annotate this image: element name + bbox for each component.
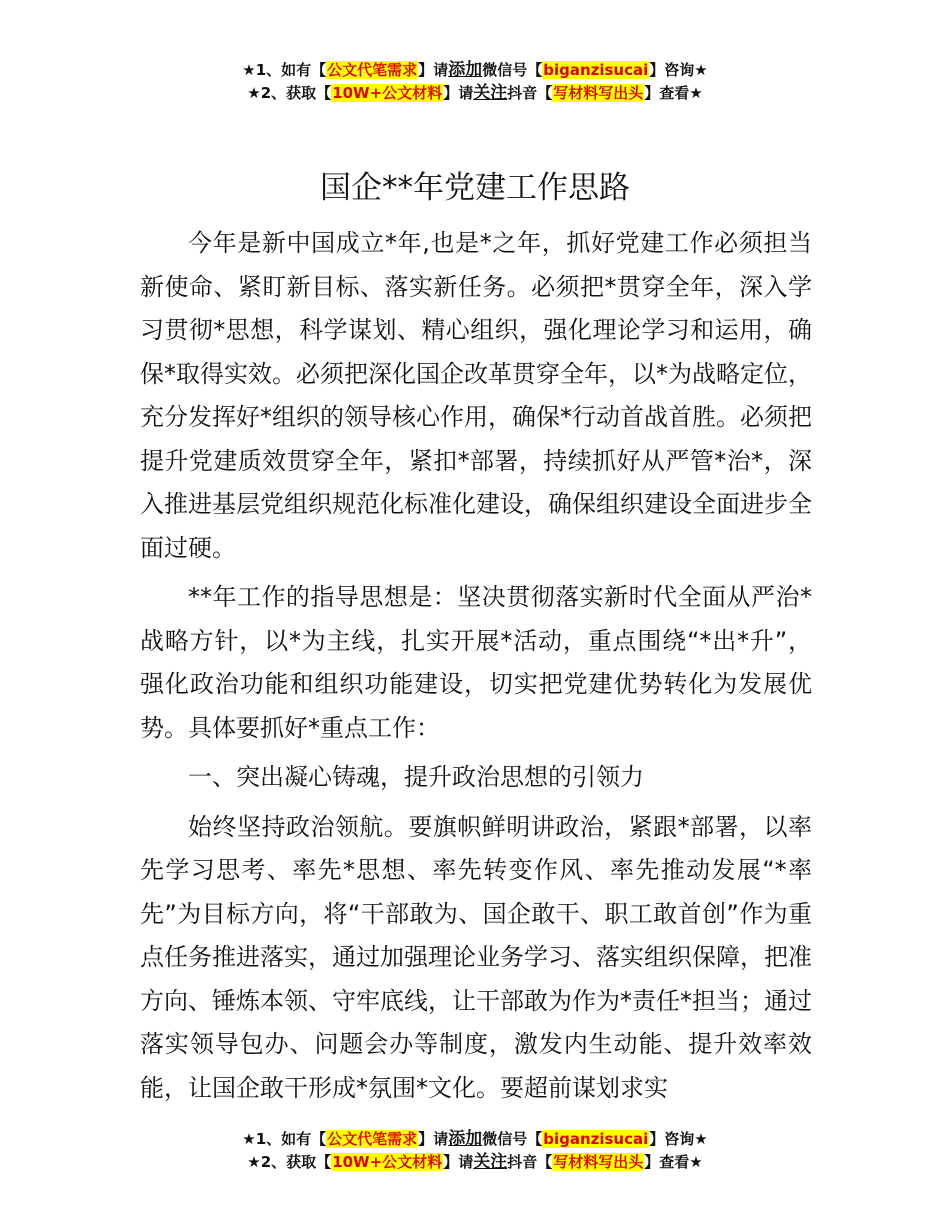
banner-highlight: 写材料写出头 bbox=[553, 1153, 644, 1171]
section-heading: 一、突出凝心铸魂，提升政治思想的引领力 bbox=[188, 763, 644, 791]
banner-text: 】请 bbox=[418, 61, 449, 79]
banner-line-2 bbox=[0, 82, 950, 105]
banner-line-1 bbox=[0, 59, 950, 82]
banner-emphasis: 添加 bbox=[448, 60, 483, 80]
banner-highlight: 公文代笔需求 bbox=[327, 1130, 418, 1148]
body-paragraph: 今年是新中国成立*年,也是*之年，抓好党建工作必须担当新使命、紧盯新目标、落实新任务。必须把*贯穿全年，深入学习贯彻*思想，科学谋划、精心组织，强化理论学习和运用，确保*取得实效。必须把深化国企改革贯穿全年，以*为战略定位，充分发挥好*组织的领导核心作用，确保*行动首战首胜。必须把提升党建质效贯穿全年，紧扣*部署，持续抓好从严管*治*，深入推进基层党组织规范化标准化建设，确保组织建设全面进步全面过硬。 bbox=[140, 229, 812, 562]
banner-highlight: 10W+公文材料 bbox=[332, 1153, 443, 1171]
banner-text: 】查看★ bbox=[644, 84, 703, 102]
banner-emphasis: 关注 bbox=[473, 83, 508, 103]
banner-line-2 bbox=[0, 1151, 950, 1174]
banner-text: ★1、如有【 bbox=[242, 61, 327, 79]
banner-text: 微信号【 bbox=[482, 1130, 543, 1148]
banner-emphasis: 添加 bbox=[448, 1129, 483, 1149]
banner-highlight: biganzisucai bbox=[543, 61, 649, 79]
banner-text: ★2、获取【 bbox=[247, 1153, 332, 1171]
banner-text: ★2、获取【 bbox=[247, 84, 332, 102]
banner-emphasis: 关注 bbox=[473, 1152, 508, 1172]
banner-text: 】查看★ bbox=[644, 1153, 703, 1171]
section-paragraph: 始终坚持政治领航。要旗帜鲜明讲政治，紧跟*部署，以率先学习思考、率先*思想、率先转变作风、率先推动发展“*率先”为目标方向，将“干部敢为、国企敢干、职工敢首创”作为重点任务推进落实，通过加强理论业务学习、落实组织保障，把准方向、锤炼本领、守牢底线，让干部敢为作为*责任*担当；通过落实领导包办、问题会办等制度，激发内生动能、提升效率效能，让国企敢干形成*氛围*文化。要超前谋划求实 bbox=[140, 812, 812, 1102]
footer-banner bbox=[0, 1128, 950, 1174]
document-body bbox=[140, 222, 812, 1110]
banner-highlight: biganzisucai bbox=[543, 1130, 649, 1148]
banner-text: 】请 bbox=[443, 1153, 474, 1171]
banner-highlight: 公文代笔需求 bbox=[327, 61, 418, 79]
banner-text: ★1、如有【 bbox=[242, 1130, 327, 1148]
banner-highlight: 写材料写出头 bbox=[553, 84, 644, 102]
banner-text: 】请 bbox=[418, 1130, 449, 1148]
banner-text: 抖音【 bbox=[507, 84, 553, 102]
banner-line-1 bbox=[0, 1128, 950, 1151]
banner-text: 抖音【 bbox=[507, 1153, 553, 1171]
document-title: 国企**年党建工作思路 bbox=[320, 170, 630, 206]
banner-highlight: 10W+公文材料 bbox=[332, 84, 443, 102]
header-banner bbox=[0, 59, 950, 105]
banner-text: 】咨询★ bbox=[649, 61, 708, 79]
banner-text: 】咨询★ bbox=[649, 1130, 708, 1148]
banner-text: 】请 bbox=[443, 84, 474, 102]
body-paragraph: **年工作的指导思想是：坚决贯彻落实新时代全面从严治*战略方针，以*为主线，扎实开展*活动，重点围绕“*出*升”，强化政治功能和组织功能建设，切实把党建优势转化为发展优势。具体要抓好*重点工作： bbox=[140, 583, 812, 742]
banner-text: 微信号【 bbox=[482, 61, 543, 79]
